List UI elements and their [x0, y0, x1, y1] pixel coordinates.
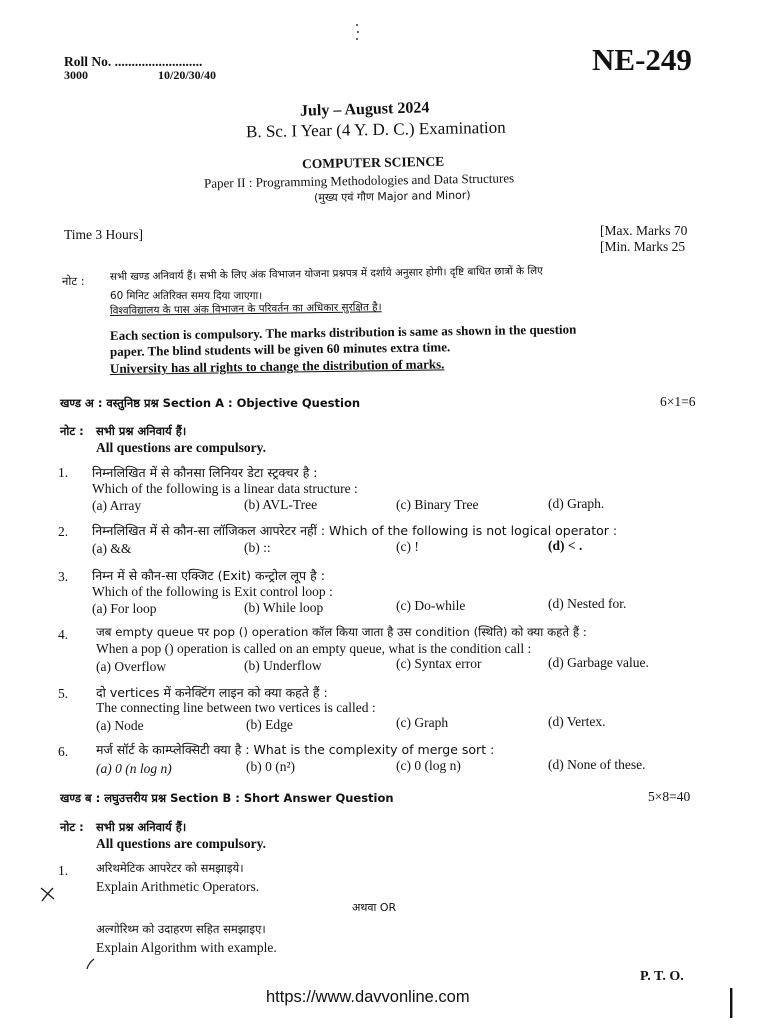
section-a-marks: 6×1=6: [660, 394, 696, 409]
note-english-line-2: paper. The blind students will be given 60 minutes extra time.: [109, 339, 451, 359]
question-2-option-d: (d) < .: [548, 538, 583, 553]
note-hindi-line-1: सभी खण्ड अनिवार्य हैं। सभी के लिए अंक विभाजन योजना प्रश्नपत्र में दर्शाये अनुसार होगी। दृष्टि बाधित छात्रों के लिए: [109, 264, 543, 283]
question-3-option-a: (a) For loop: [92, 601, 157, 616]
paper-code: NE-249: [592, 42, 692, 77]
scan-speck-top: [352, 22, 362, 42]
question-6-hindi: मर्ज सॉर्ट के काम्प्लेक्सिटी क्या है : What is the complexity of merge sort :: [96, 742, 495, 757]
question-4-english: When a pop () operation is called on an empty queue, what is the condition call :: [96, 641, 532, 656]
paper-sets: 10/20/30/40: [158, 68, 217, 82]
paper-title: Paper II : Programming Methodologies and Data Structures: [203, 170, 515, 191]
question-1-option-d: (d) Graph.: [548, 496, 605, 511]
question-3-option-d: (d) Nested for.: [548, 596, 627, 611]
question-5-option-b: (b) Edge: [246, 717, 293, 732]
note-label: नोट :: [62, 274, 85, 288]
min-marks: [Min. Marks 25: [600, 239, 686, 254]
question-4-number: 4.: [58, 627, 69, 642]
section-a-heading-text: खण्ड अ : वस्तुनिष्ठ प्रश्न Section A : Objective Question: [60, 396, 361, 410]
question-3-option-c: (c) Do-while: [396, 598, 466, 613]
section-b-heading-text: खण्ड ब : लघुउत्तरीय प्रश्न Section B : Short Answer Question: [60, 791, 394, 805]
pen-mark-tick: [84, 956, 98, 972]
question-6-option-a: (a) 0 (n log n): [96, 761, 172, 776]
section-b-question-1-alt-english: Explain Algorithm with example.: [96, 940, 277, 955]
question-3-english: Which of the following is Exit control loop :: [92, 584, 333, 599]
question-3-number: 3.: [58, 569, 69, 584]
section-b-question-1-number: 1.: [58, 863, 69, 878]
question-5-number: 5.: [58, 686, 69, 701]
question-3-hindi: निम्न में से कौन-सा एक्जिट (Exit) कन्ट्रोल लूप है :: [92, 568, 325, 583]
question-6-number: 6.: [58, 744, 69, 759]
section-b-heading: [60, 791, 394, 806]
copies-count: 3000: [64, 68, 88, 82]
note-hindi-line-3: विश्वविद्यालय के पास अंक विभाजन के परिवर्तन का अधिकार सुरक्षित है।: [109, 301, 382, 317]
section-a-note-english: All questions are compulsory.: [96, 440, 267, 455]
section-b-marks: 5×8=40: [648, 789, 691, 804]
question-2-number: 2.: [58, 524, 69, 539]
note-english-line-1: Each section is compulsory. The marks distribution is same as shown in the question: [109, 321, 577, 343]
question-4-option-a: (a) Overflow: [96, 659, 167, 674]
question-1-english: Which of the following is a linear data structure :: [92, 481, 358, 496]
section-a-heading: [60, 396, 360, 411]
subject-title: COMPUTER SCIENCE: [301, 153, 445, 172]
section-b-question-1-alt-hindi: अल्गोरिथ्म को उदाहरण सहित समझाइए।: [96, 922, 266, 936]
time-allowed: Time 3 Hours]: [64, 227, 144, 242]
section-a-note-label: नोट :: [60, 424, 84, 438]
section-b-note-label: नोट :: [60, 820, 84, 834]
section-a-note-hindi: सभी प्रश्न अनिवार्य हैं।: [96, 424, 187, 438]
question-5-option-d: (d) Vertex.: [548, 714, 606, 729]
pto-label: P. T. O.: [640, 969, 684, 984]
question-1-number: 1.: [58, 465, 69, 480]
question-5-option-c: (c) Graph: [396, 715, 449, 730]
question-1-option-c: (c) Binary Tree: [396, 497, 479, 512]
question-4-option-c: (c) Syntax error: [396, 656, 482, 671]
question-4-hindi: जब empty queue पर pop () operation कॉल किया जाता है उस condition (स्थिति) को क्या कहते हैं :: [96, 625, 587, 639]
question-6-option-b: (b) 0 (n²): [246, 759, 296, 774]
section-b-question-1-english: Explain Arithmetic Operators.: [96, 879, 260, 894]
pen-mark-cross: [38, 884, 58, 904]
note-hindi-line-2: 60 मिनिट अतिरिक्त समय दिया जाएगा।: [110, 290, 263, 302]
roll-number-field: Roll No. ..........................: [64, 54, 203, 69]
footer-url[interactable]: https://www.davvonline.com: [266, 988, 470, 1006]
question-1-option-a: (a) Array: [92, 498, 142, 513]
question-1-option-b: (b) AVL-Tree: [244, 497, 318, 512]
question-6-option-c: (c) 0 (log n): [396, 758, 461, 773]
question-4-option-b: (b) Underflow: [244, 658, 322, 673]
section-b-question-1-hindi: अरिथमेटिक आपरेटर को समझाइये।: [96, 861, 244, 875]
question-2-option-a: (a) &&: [92, 541, 132, 556]
question-2-option-c: (c) !: [396, 539, 419, 554]
question-1-hindi: निम्नलिखित में से कौनसा लिनियर डेटा स्ट्रक्चर है :: [92, 465, 318, 480]
question-5-english: The connecting line between two vertices is called :: [96, 700, 376, 715]
exam-title: B. Sc. I Year (4 Y. D. C.) Examination: [245, 117, 506, 142]
or-separator: अथवा OR: [352, 901, 397, 914]
section-b-note-hindi: सभी प्रश्न अनिवार्य हैं।: [96, 820, 187, 834]
section-b-note-english: All questions are compulsory.: [96, 836, 267, 851]
scan-edge-mark: [728, 988, 736, 1018]
question-5-option-a: (a) Node: [96, 718, 144, 733]
paper-category: (मुख्य एवं गौण Major and Minor): [313, 188, 471, 205]
note-english-line-3: University has all rights to change the distribution of marks.: [109, 356, 445, 376]
question-2-option-b: (b) ::: [244, 540, 271, 555]
question-5-hindi: दो vertices में कनेक्टिंग लाइन को क्या कहते हैं :: [96, 685, 328, 700]
question-4-option-d: (d) Garbage value.: [548, 655, 649, 670]
question-3-option-b: (b) While loop: [244, 600, 324, 615]
exam-session: July – August 2024: [299, 99, 430, 120]
max-marks: [Max. Marks 70: [600, 223, 688, 238]
question-2-hindi: निम्नलिखित में से कौन-सा लॉजिकल आपरेटर नहीं : Which of the following is not logical operator :: [92, 523, 618, 538]
question-6-option-d: (d) None of these.: [548, 757, 646, 772]
